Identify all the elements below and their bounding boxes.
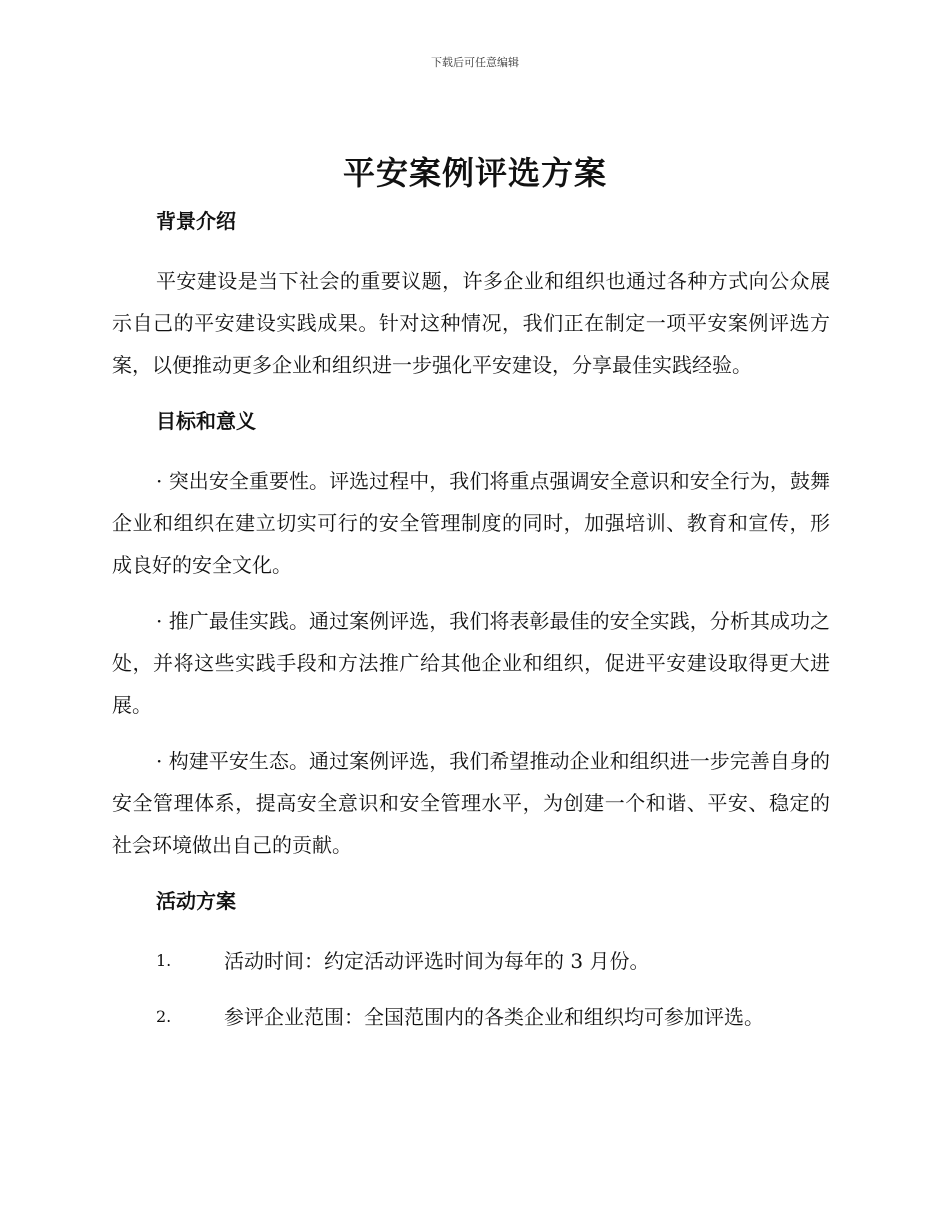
plan-item-number: 2.	[156, 1007, 172, 1026]
goal-item: · 突出安全重要性。评选过程中，我们将重点强调安全意识和安全行为，鼓舞企业和组织在建立切实可行的安全管理制度的同时，加强培训、教育和宣传，形成良好的安全文化。	[112, 469, 830, 577]
goal-item: · 构建平安生态。通过案例评选，我们希望推动企业和组织进一步完善自身的安全管理体系，提高安全意识和安全管理水平，为创建一个和谐、平安、稳定的社会环境做出自己的贡献。	[112, 749, 830, 857]
plan-item-text: 参评企业范围：全国范围内的各类企业和组织均可参加评选。	[224, 1005, 764, 1029]
plan-item-number: 1.	[156, 951, 172, 970]
section-heading-background: 背景介绍	[156, 209, 236, 233]
document-body	[112, 200, 830, 1038]
section-heading-plan: 活动方案	[156, 889, 236, 913]
section-heading-goals: 目标和意义	[156, 409, 256, 433]
page-header-note: 下载后可任意编辑	[431, 56, 519, 69]
goal-item: · 推广最佳实践。通过案例评选，我们将表彰最佳的安全实践，分析其成功之处，并将这些实践手段和方法推广给其他企业和组织，促进平安建设取得更大进展。	[112, 609, 830, 717]
plan-list-item	[112, 940, 830, 982]
background-paragraph: 平安建设是当下社会的重要议题，许多企业和组织也通过各种方式向公众展示自己的平安建设实践成果。针对这种情况，我们正在制定一项平安案例评选方案，以便推动更多企业和组织进一步强化平安建设，分享最佳实践经验。	[112, 269, 830, 377]
plan-item-text: 活动时间：约定活动评选时间为每年的 3 月份。	[224, 949, 650, 973]
plan-list-item	[112, 996, 830, 1038]
document-title: 平安案例评选方案	[342, 154, 607, 192]
